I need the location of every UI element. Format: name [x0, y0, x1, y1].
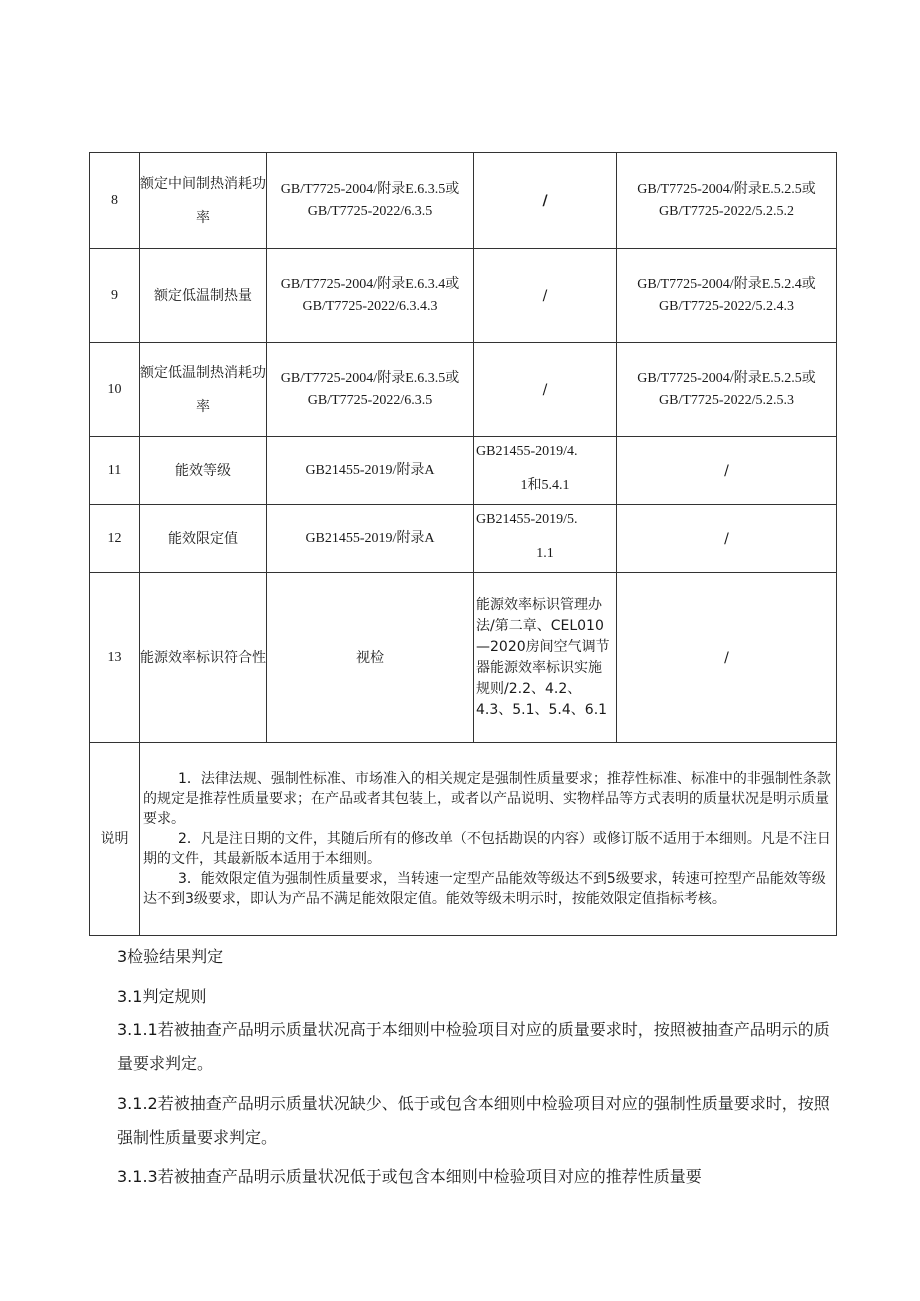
item-name: 能效等级: [140, 437, 267, 505]
paragraph-3-1-1: 3.1.1若被抽查产品明示质量状况高于本细则中检验项目对应的质量要求时，按照被抽查产品明示的质量要求判定。: [117, 1020, 830, 1073]
mandatory-requirement: /: [474, 153, 617, 249]
mandatory-line-2: 1和5.4.1: [520, 478, 570, 493]
item-name: 额定中间制热消耗功率: [140, 153, 267, 249]
note-item: 2．凡是注日期的文件，其随后所有的修改单（不包括勘误的内容）或修订版不适用于本细则。凡是不注日期的文件，其最新版本适用于本细则。: [143, 831, 831, 867]
test-method: GB/T7725-2004/附录E.6.3.5或GB/T7725-2022/6.3.5: [267, 343, 474, 437]
item-name: 额定低温制热消耗功率: [140, 343, 267, 437]
table-row: [90, 505, 837, 573]
mandatory-requirement: [474, 505, 617, 573]
paragraph-3-1-2: 3.1.2若被抽查产品明示质量状况缺少、低于或包含本细则中检验项目对应的强制性质量要求时，按照强制性质量要求判定。: [117, 1094, 830, 1147]
table-row: [90, 573, 837, 743]
mandatory-requirement: /: [474, 249, 617, 343]
recommended-requirement: GB/T7725-2004/附录E.5.2.5或GB/T7725-2022/5.2.5.3: [617, 343, 837, 437]
table-row: [90, 437, 837, 505]
row-number: 10: [90, 343, 140, 437]
item-name: 额定低温制热量: [140, 249, 267, 343]
recommended-requirement: /: [617, 505, 837, 573]
row-number: 9: [90, 249, 140, 343]
notes-row: [90, 743, 837, 936]
test-method: 视检: [267, 573, 474, 743]
recommended-requirement: /: [617, 437, 837, 505]
test-method: GB/T7725-2004/附录E.6.3.5或GB/T7725-2022/6.3.5: [267, 153, 474, 249]
test-method: GB21455-2019/附录A: [267, 505, 474, 573]
inspection-table: [89, 152, 837, 936]
row-number: 13: [90, 573, 140, 743]
mandatory-line-2: 1.1: [536, 546, 554, 561]
note-item: 3．能效限定值为强制性质量要求，当转速一定型产品能效等级达不到5级要求，转速可控型产品能效等级达不到3级要求，即认为产品不满足能效限定值。能效等级未明示时，按能效限定值指标考核。: [143, 871, 826, 907]
recommended-requirement: /: [617, 573, 837, 743]
section-heading-3-1: 3.1判定规则: [117, 987, 207, 1006]
recommended-requirement: GB/T7725-2004/附录E.5.2.4或GB/T7725-2022/5.2.4.3: [617, 249, 837, 343]
table-row: [90, 153, 837, 249]
mandatory-requirement: /: [474, 343, 617, 437]
section-heading-3: 3检验结果判定: [117, 947, 224, 966]
row-number: 12: [90, 505, 140, 573]
row-number: 8: [90, 153, 140, 249]
item-name: 能源效率标识符合性: [140, 573, 267, 743]
test-method: GB/T7725-2004/附录E.6.3.4或GB/T7725-2022/6.3.4.3: [267, 249, 474, 343]
table-row: [90, 343, 837, 437]
notes-content: [140, 743, 837, 936]
item-name: 能效限定值: [140, 505, 267, 573]
mandatory-requirement: 能源效率标识管理办法/第二章、CEL010—2020房间空气调节器能源效率标识实施规则/2.2、4.2、4.3、5.1、5.4、6.1: [474, 573, 617, 743]
notes-label: 说明: [90, 743, 140, 936]
recommended-requirement: GB/T7725-2004/附录E.5.2.5或GB/T7725-2022/5.2.5.2: [617, 153, 837, 249]
mandatory-line-1: GB21455-2019/5.: [476, 512, 578, 527]
test-method: GB21455-2019/附录A: [267, 437, 474, 505]
note-item: 1．法律法规、强制性标准、市场准入的相关规定是强制性质量要求；推荐性标准、标准中的非强制性条款的规定是推荐性质量要求；在产品或者其包装上，或者以产品说明、实物样品等方式表明的质量状况是明示质量要求。: [143, 771, 831, 827]
mandatory-line-1: GB21455-2019/4.: [476, 444, 578, 459]
mandatory-requirement: [474, 437, 617, 505]
row-number: 11: [90, 437, 140, 505]
table-row: [90, 249, 837, 343]
paragraph-3-1-3: 3.1.3若被抽查产品明示质量状况低于或包含本细则中检验项目对应的推荐性质量要: [117, 1167, 702, 1186]
